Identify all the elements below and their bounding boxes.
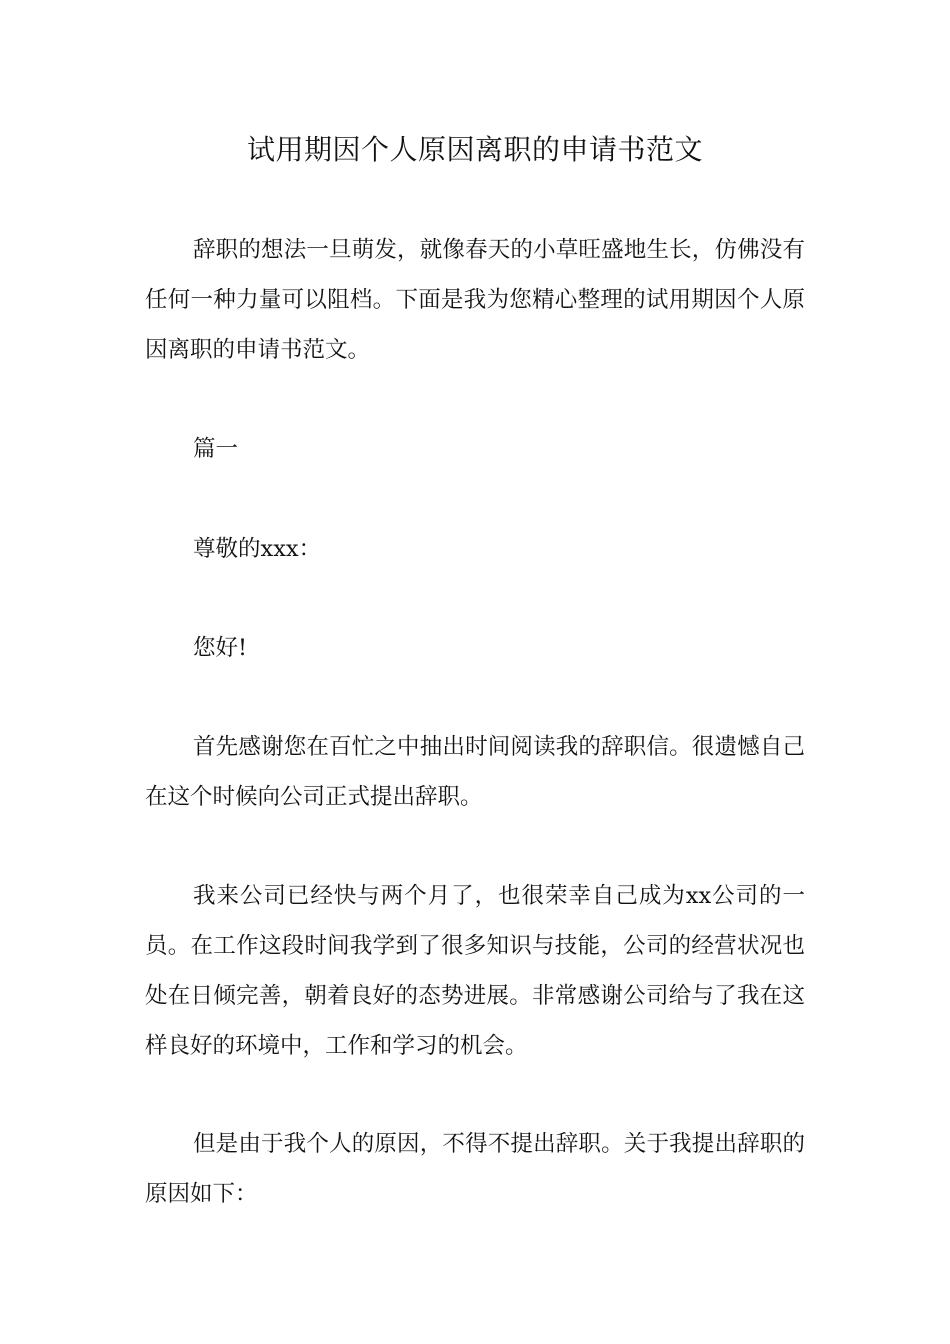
greeting: 您好! <box>193 635 248 661</box>
body-paragraph-2: 我来公司已经快与两个月了，也很荣幸自己成为xx公司的一员。在工作这段时间我学到了很多知识与技能，公司的经营状况也处在日倾完善，朝着良好的态势进展。非常感谢公司给与了我在这样良好的环境中，工作和学习的机会。 <box>145 883 805 1059</box>
intro-paragraph: 辞职的想法一旦萌发，就像春天的小草旺盛地生长，仿佛没有任何一种力量可以阻档。下面是我为您精心整理的试用期因个人原因离职的申请书范文。 <box>145 237 805 363</box>
document-title: 试用期因个人原因离职的申请书范文 <box>246 133 703 166</box>
salutation: 尊敬的xxx： <box>193 536 322 562</box>
body-paragraph-1: 首先感谢您在百忙之中抽出时间阅读我的辞职信。很遗憾自己在这个时候向公司正式提出辞职。 <box>145 734 805 810</box>
body-paragraph-3: 但是由于我个人的原因，不得不提出辞职。关于我提出辞职的原因如下： <box>145 1131 805 1207</box>
section-heading: 篇一 <box>193 436 239 462</box>
